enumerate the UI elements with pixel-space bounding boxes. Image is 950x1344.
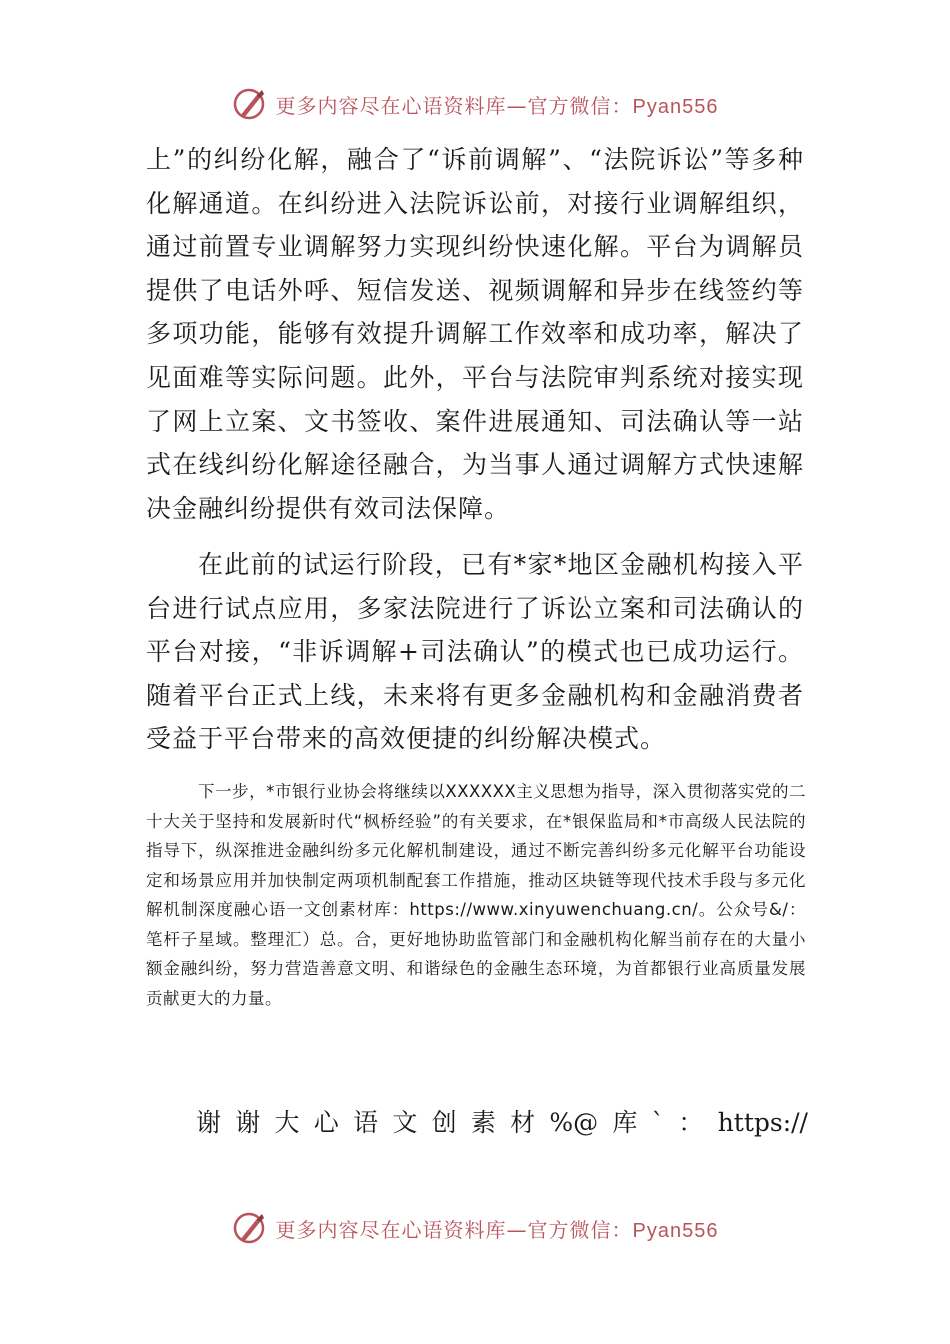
pen-circle-logo-icon xyxy=(232,86,268,122)
closing-char: 谢 xyxy=(196,1108,222,1137)
closing-char: ` xyxy=(651,1108,665,1137)
closing-char: 谢 xyxy=(235,1108,261,1137)
closing-char: 创 xyxy=(431,1108,457,1137)
closing-char: ： xyxy=(678,1108,704,1137)
body-paragraph-2: 在此前的试运行阶段，已有*家*地区金融机构接入平台进行试点应用，多家法院进行了诉讼立案和司法确认的平台对接，“非诉调解+司法确认”的模式也已成功运行。随着平台正式上线，未来将有更多金融机构和金融消费者受益于平台带来的高效便捷的纠纷解决模式。 xyxy=(146,550,804,754)
pen-circle-logo-icon xyxy=(232,1210,268,1246)
footer-watermark-banner xyxy=(0,1208,950,1248)
closing-char: 大 xyxy=(274,1108,300,1137)
closing-char: 文 xyxy=(392,1108,418,1137)
closing-char: 材 xyxy=(510,1108,536,1137)
header-banner-text: 更多内容尽在心语资料库—官方微信：Pyan556 xyxy=(275,93,719,118)
footer-banner-text: 更多内容尽在心语资料库—官方微信：Pyan556 xyxy=(275,1217,719,1242)
body-paragraph-3: 下一步，*市银行业协会将继续以XXXXXX主义思想为指导，深入贯彻落实党的二十大关于坚持和发展新时代“枫桥经验”的有关要求，在*银保监局和*市高级人民法院的指导下，纵深推进金融纠纷多元化解机制建设，通过不断完善纠纷多元化解平台功能设定和场景应用并加快制定两项机制配套工作措施，推动区块链等现代技术手段与多元化解机制深度融心语一文创素材库：https://www.xinyuwenchuang.cn/。公众号&/：笔杆子星域。整理汇）总。合，更好地协助监管部门和金融机构化解当前存在的大量小额金融纠纷，努力营造善意文明、和谐绿色的金融生态环境，为首都银行业高质量发展贡献更大的力量。 xyxy=(146,782,806,1008)
closing-line xyxy=(196,1103,808,1143)
closing-char: 语 xyxy=(353,1108,379,1137)
closing-char: 心 xyxy=(313,1108,339,1137)
closing-char: 库 xyxy=(612,1108,638,1137)
closing-char: %@ xyxy=(549,1108,599,1137)
closing-char: 素 xyxy=(470,1108,496,1137)
closing-url-fragment: https:// xyxy=(717,1108,808,1137)
body-paragraph-1: 上”的纠纷化解，融合了“诉前调解”、“法院诉讼”等多种化解通道。在纠纷进入法院诉讼前，对接行业调解组织，通过前置专业调解努力实现纠纷快速化解。平台为调解员提供了电话外呼、短信发送、视频调解和异步在线签约等多项功能，能够有效提升调解工作效率和成功率，解决了见面难等实际问题。此外，平台与法院审判系统对接实现了网上立案、文书签收、案件进展通知、司法确认等一站式在线纠纷化解途径融合，为当事人通过调解方式快速解决金融纠纷提供有效司法保障。 xyxy=(146,145,804,523)
header-watermark-banner xyxy=(0,84,950,124)
